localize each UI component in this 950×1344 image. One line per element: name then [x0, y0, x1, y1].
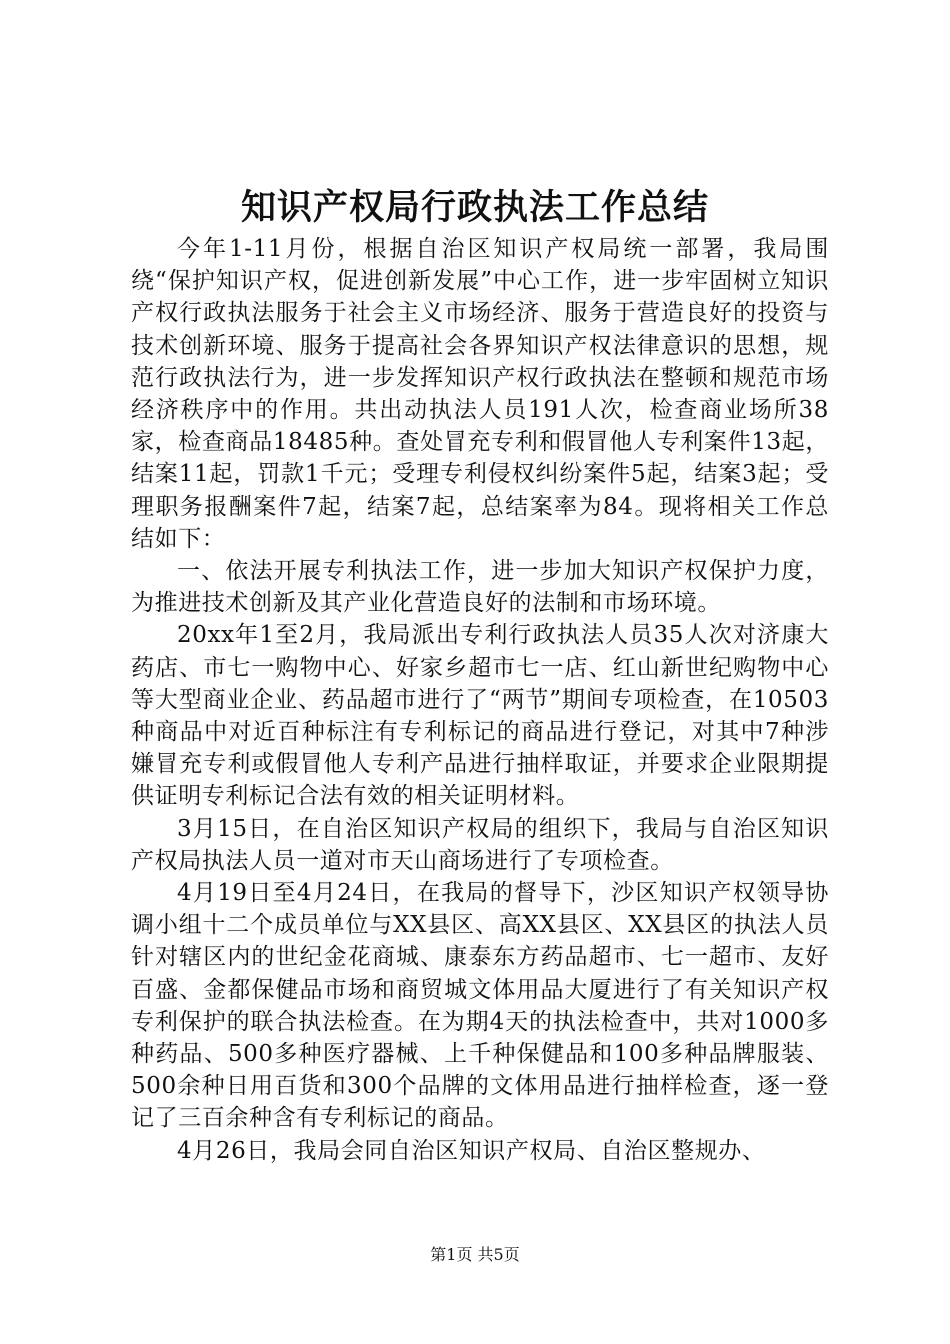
- paragraph-jan-feb-inspection: 20xx年1至2月，我局派出专利行政执法人员35人次对济康大药店、市七一购物中心、好家乡超市七一店、红山新世纪购物中心等大型商业企业、药品超市进行了“两节”期间专项检查，在10503种商品中对近百种标注有专利标记的商品进行登记，对其中7种涉嫌冒充专利或假冒他人专利产品进行抽样取证，并要求企业限期提供证明专利标记合法有效的相关证明材料。: [131, 622, 829, 810]
- page-footer: [0, 1244, 950, 1266]
- paragraph-section-one-heading: 一、依法开展专利执法工作，进一步加大知识产权保护力度，为推进技术创新及其产业化营造良好的法制和市场环境。: [131, 558, 829, 617]
- document-title: 知识产权局行政执法工作总结: [240, 188, 709, 228]
- paragraph-april-26: 4月26日，我局会同自治区知识产权局、自治区整规办、: [177, 1137, 766, 1164]
- document-body: [131, 233, 829, 1167]
- paragraph-march-inspection: 3月15日，在自治区知识产权局的组织下，我局与自治区知识产权局执法人员一道对市天山商场进行了专项检查。: [131, 815, 829, 874]
- paragraph-april-joint-inspection: 4月19日至4月24日，在我局的督导下，沙区知识产权领导协调小组十二个成员单位与XX县区、高XX县区、XX县区的执法人员针对辖区内的世纪金花商城、康泰东方药品超市、七一超市、友好百盛、金都保健品市场和商贸城文体用品大厦进行了有关知识产权专利保护的联合执法检查。在为期4天的执法检查中，共对1000多种药品、500多种医疗器械、上千种保健品和100多种品牌服装、500余种日用百货和300个品牌的文体用品进行抽样检查，逐一登记了三百余种含有专利标记的商品。: [131, 880, 829, 1132]
- paragraph-intro: 今年1-11月份，根据自治区知识产权局统一部署，我局围绕“保护知识产权，促进创新发展”中心工作，进一步牢固树立知识产权行政执法服务于社会主义市场经济、服务于营造良好的投资与技术创新环境、服务于提高社会各界知识产权法律意识的思想，规范行政执法行为，进一步发挥知识产权行政执法在整顿和规范市场经济秩序中的作用。共出动执法人员191人次，检查商业场所38家，检查商品18485种。查处冒充专利和假冒他人专利案件13起，结案11起，罚款1千元；受理专利侵权纠纷案件5起，结案3起；受理职务报酬案件7起，结案7起，总结案率为84。现将相关工作总结如下：: [131, 236, 829, 552]
- page-indicator: 第1页 共5页: [430, 1245, 520, 1264]
